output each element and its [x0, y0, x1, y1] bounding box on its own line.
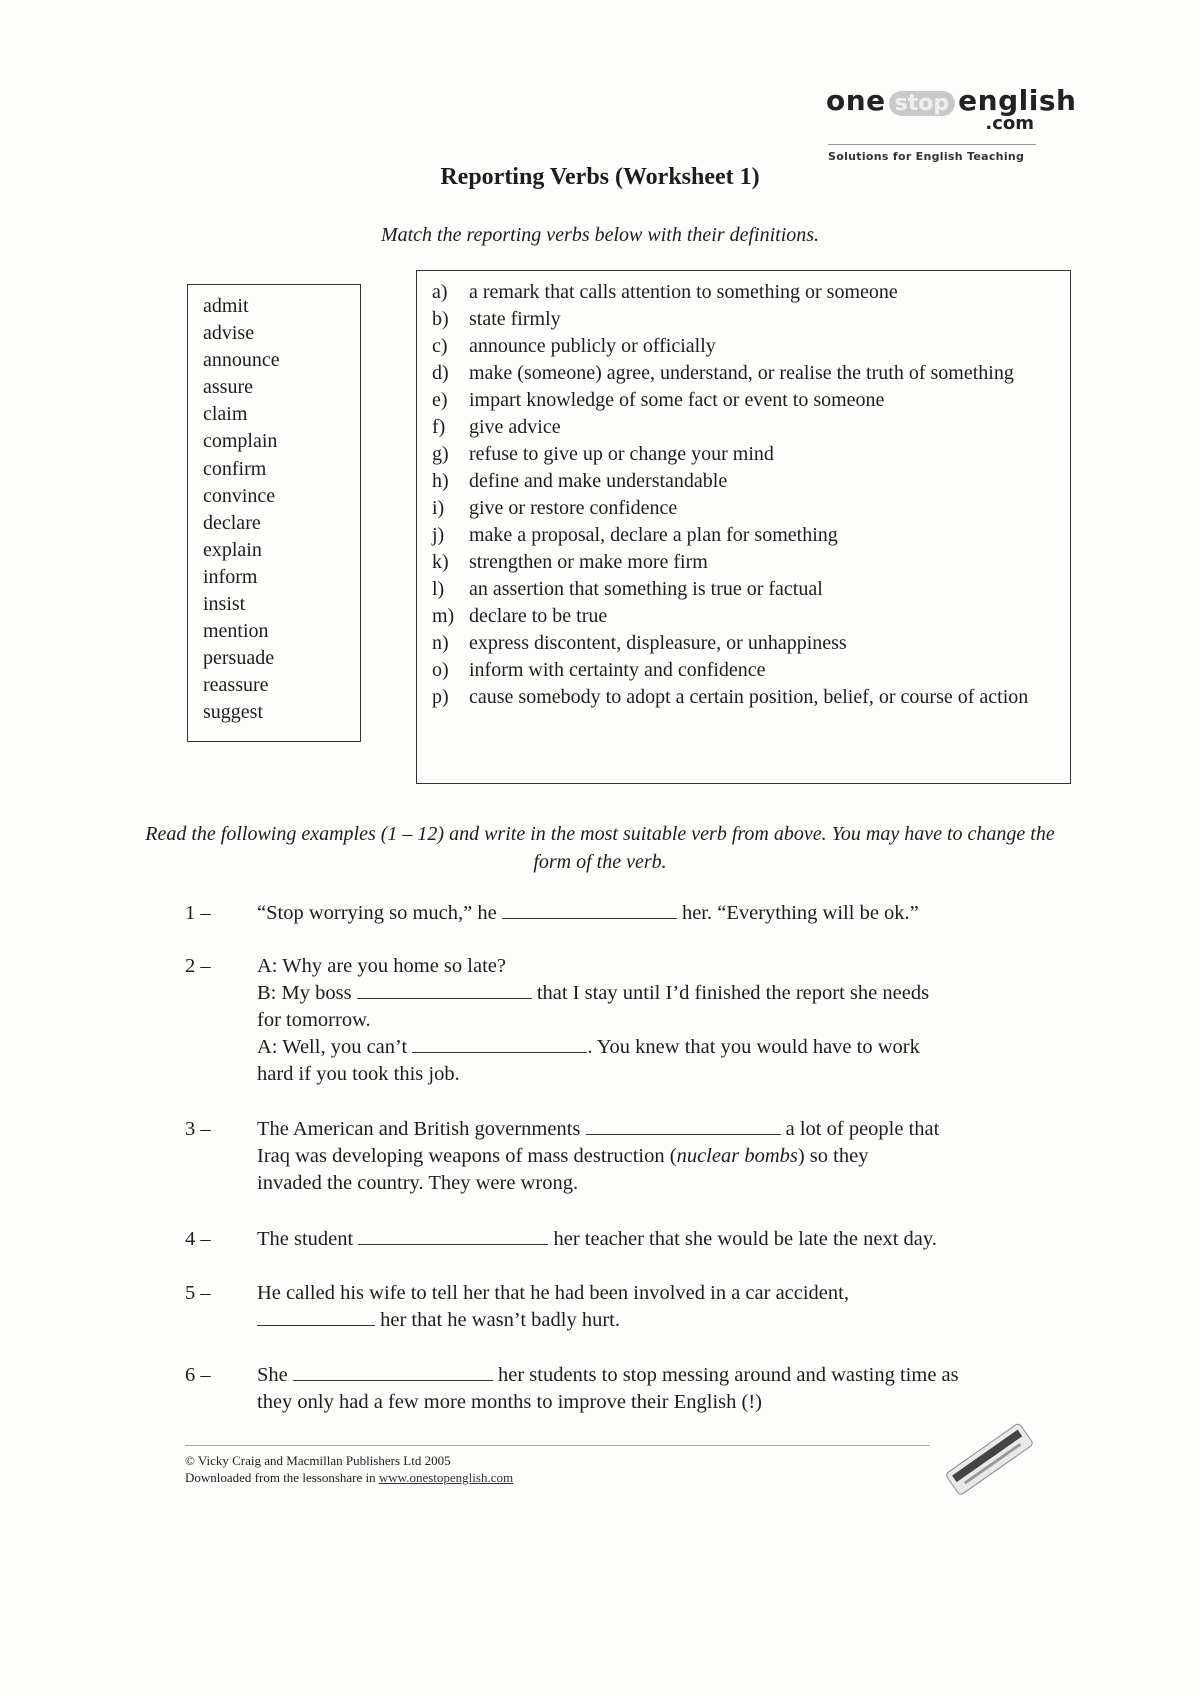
exercise-text: a lot of people that [785, 1118, 940, 1140]
exercise-text: “Stop worrying so much,” he [257, 902, 497, 924]
verb-item: claim [203, 403, 248, 426]
instruction-examples: Read the following examples (1 – 12) and write in the most suitable verb from above. You may have to change the form of the verb. [145, 823, 1055, 873]
exercise-1 [185, 900, 1055, 927]
answer-blank[interactable] [358, 1226, 548, 1245]
definition-item [432, 333, 1070, 360]
exercise-text: they only had a few more months to improve their English (!) [257, 1391, 762, 1413]
exercise-text: A: Why are you home so late? [257, 955, 506, 977]
logo-stop: stop [889, 91, 955, 116]
download-text: Downloaded from the lessonshare in [185, 1470, 376, 1485]
exercise-number: 5 – [185, 1282, 211, 1304]
exercise-text: her. “Everything will be ok.” [681, 902, 919, 924]
exercise-text: Iraq was developing weapons of mass destruction ( [257, 1145, 677, 1167]
definition-letter: k) [432, 551, 449, 573]
definition-letter: a) [432, 281, 448, 303]
definition-text: give advice [469, 416, 561, 438]
definition-letter: d) [432, 362, 449, 384]
answer-blank[interactable] [357, 980, 532, 999]
definition-text: strengthen or make more firm [469, 551, 708, 573]
definition-text: cause somebody to adopt a certain position, belief, or course of action [469, 686, 1029, 708]
verb-item: persuade [203, 647, 275, 670]
definition-letter: b) [432, 308, 449, 330]
definition-item [432, 495, 1070, 522]
exercise-number: 2 – [185, 955, 211, 977]
exercise-2 [185, 953, 1055, 1088]
exercise-text: that I stay until I’d finished the report she needs [536, 982, 930, 1004]
verb-item: explain [203, 538, 262, 561]
exercise-text: She [257, 1364, 288, 1386]
onestopenglish-logo [826, 84, 1077, 134]
definition-item [432, 522, 1070, 549]
exercise-number: 4 – [185, 1228, 211, 1250]
verb-item: admit [203, 295, 249, 317]
definition-item [432, 630, 1070, 657]
exercise-5 [185, 1280, 1055, 1334]
exercise-text: ) so they [797, 1145, 869, 1167]
definition-letter: m) [432, 605, 455, 627]
verb-item: convince [203, 484, 276, 507]
definition-item [432, 684, 1070, 711]
footer-divider [185, 1445, 930, 1446]
verb-item: insist [203, 593, 246, 616]
definition-letter: l) [432, 578, 445, 600]
exercise-text: invaded the country. They were wrong. [257, 1172, 579, 1194]
website-link[interactable]: www.onestopenglish.com [378, 1470, 514, 1485]
footer [185, 1452, 513, 1486]
definition-letter: p) [432, 686, 449, 708]
definition-letter: e) [432, 389, 448, 411]
photocopiable-stamp-icon [940, 1420, 1040, 1500]
logo-tagline: Solutions for English Teaching [828, 150, 1025, 163]
definition-letter: i) [432, 497, 445, 519]
verb-item: advise [203, 322, 255, 345]
answer-blank[interactable] [257, 1307, 375, 1326]
exercise-text: her that he wasn’t badly hurt. [380, 1309, 620, 1331]
logo-com: .com [985, 113, 1034, 134]
definition-text: refuse to give up or change your mind [469, 443, 774, 465]
definition-item [432, 414, 1070, 441]
definition-item [432, 387, 1070, 414]
definition-text: an assertion that something is true or factual [469, 578, 823, 600]
definition-text: declare to be true [469, 605, 608, 627]
worksheet-title: Reporting Verbs (Worksheet 1) [440, 164, 760, 190]
logo-english: english [958, 84, 1077, 117]
definition-text: impart knowledge of some fact or event to someone [469, 389, 885, 411]
exercise-text: He called his wife to tell her that he had been involved in a car accident, [257, 1282, 849, 1304]
exercise-text: B: My boss [257, 982, 352, 1004]
verb-item: mention [203, 620, 269, 643]
exercise-text-italic: nuclear bombs [676, 1145, 798, 1167]
exercise-text: her students to stop messing around and wasting time as [498, 1364, 959, 1386]
copyright-text: © Vicky Craig and Macmillan Publishers Ltd 2005 [185, 1453, 451, 1468]
definition-text: express discontent, displeasure, or unhappiness [469, 632, 847, 654]
exercise-text: The American and British governments [257, 1118, 581, 1140]
exercise-text: . You knew that you would have to work [587, 1036, 920, 1058]
definition-letter: f) [432, 416, 446, 438]
answer-blank[interactable] [586, 1116, 781, 1135]
definition-text: state firmly [469, 308, 561, 330]
definition-letter: c) [432, 335, 448, 357]
verb-list-box [187, 284, 361, 742]
exercise-text: A: Well, you can’t [257, 1036, 408, 1058]
exercise-6 [185, 1362, 1055, 1416]
verb-item: confirm [203, 457, 267, 480]
instruction-match: Match the reporting verbs below with their definitions. [380, 224, 820, 246]
definition-item [432, 279, 1070, 306]
definition-item [432, 657, 1070, 684]
definition-text: inform with certainty and confidence [469, 659, 766, 681]
verb-item: suggest [203, 701, 263, 724]
answer-blank[interactable] [293, 1362, 493, 1381]
definition-letter: n) [432, 632, 449, 654]
definition-text: a remark that calls attention to something or someone [469, 281, 898, 303]
exercise-number: 1 – [185, 902, 211, 924]
verb-item: assure [203, 376, 253, 399]
verb-item: complain [203, 430, 278, 453]
exercise-number: 6 – [185, 1364, 211, 1386]
definition-item [432, 549, 1070, 576]
exercise-text: The student [257, 1228, 354, 1250]
definition-item [432, 360, 1070, 387]
logo-one: one [826, 84, 886, 117]
exercise-text: hard if you took this job. [257, 1063, 460, 1085]
definition-item [432, 306, 1070, 333]
definition-text: announce publicly or officially [469, 335, 716, 357]
verb-item: reassure [203, 674, 269, 697]
definitions-box [416, 270, 1071, 784]
definition-item [432, 576, 1070, 603]
verb-item: declare [203, 511, 261, 534]
definition-text: give or restore confidence [469, 497, 678, 519]
exercise-text: for tomorrow. [257, 1009, 371, 1031]
definition-text: make a proposal, declare a plan for something [469, 524, 838, 546]
exercise-number: 3 – [185, 1118, 211, 1140]
answer-blank[interactable] [502, 900, 677, 919]
definition-letter: o) [432, 659, 449, 681]
exercise-text: her teacher that she would be late the next day. [553, 1228, 937, 1250]
definition-letter: h) [432, 470, 449, 492]
definition-letter: g) [432, 443, 449, 465]
definition-text: make (someone) agree, understand, or realise the truth of something [469, 362, 1014, 384]
exercise-4 [185, 1226, 1055, 1253]
verb-item: inform [203, 565, 258, 588]
definition-letter: j) [432, 524, 445, 546]
verb-item: announce [203, 349, 280, 372]
exercise-3 [185, 1116, 1055, 1197]
logo-divider [828, 144, 1036, 145]
definition-item [432, 468, 1070, 495]
answer-blank[interactable] [412, 1034, 587, 1053]
definition-item [432, 603, 1070, 630]
definition-text: define and make understandable [469, 470, 728, 492]
definition-item [432, 441, 1070, 468]
